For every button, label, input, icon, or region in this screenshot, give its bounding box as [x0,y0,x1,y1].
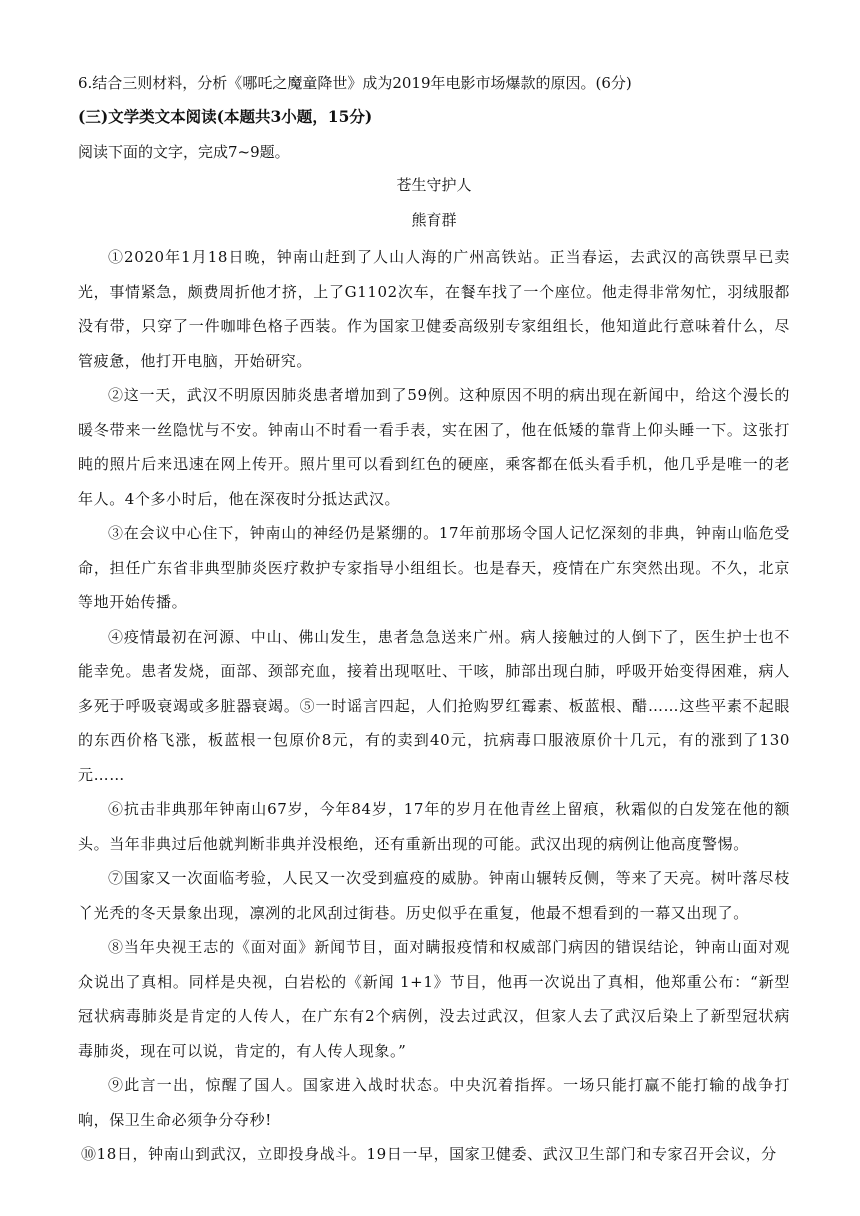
paragraph-4: ④疫情最初在河源、中山、佛山发生，患者急急送来广州。病人接触过的人倒下了，医生护士也不能幸免。患者发烧，面部、颈部充血，接着出现呕吐、干咳，肺部出现白肺，呼吸开始变得困难，病人多死于呼吸衰竭或多脏器衰竭。⑤一时谣言四起，人们抢购罗红霉素、板蓝根、醋……这些平素不起眼的东西价格飞涨，板蓝根一包原价8元，有的卖到40元，抗病毒口服液原价十几元，有的涨到了130元…… [78,627,790,784]
paragraph-9: ⑨此言一出，惊醒了国人。国家进入战时状态。中央沉着指挥。一场只能打赢不能打输的战争打响，保卫生命必须争分夺秒! [78,1076,790,1129]
paragraph-10: ⑩18日，钟南山到武汉，立即投身战斗。19日一早，国家卫健委、武汉卫生部门和专家召开会议，分 [81,1145,777,1163]
paragraph-6: ⑥抗击非典那年钟南山67岁，今年84岁，17年的岁月在他青丝上留痕，秋霜似的白发笼在他的额头。当年非典过后他就判断非典并没根绝，还有重新出现的可能。武汉出现的病例让他高度警惕。 [78,800,790,853]
paragraph-1: ①2020年1月18日晚，钟南山赶到了人山人海的广州高铁站。正当春运，去武汉的高铁票早已卖光，事情紧急，颇费周折他才挤，上了G1102次车，在餐车找了一个座位。他走得非常匆忙，羽绒服都没有带，只穿了一件咖啡色格子西装。作为国家卫健委高级别专家组组长，他知道此行意味着什么，尽管疲惫，他打开电脑，开始研究。 [78,248,790,370]
paragraph-8: ⑧当年央视王志的《面对面》新闻节目，面对瞒报疫情和权威部门病因的错误结论，钟南山面对观众说出了真相。同样是央视，白岩松的《新闻 1+1》节目，他再一次说出了真相，他郑重公布：“新型冠状病毒肺炎是肯定的人传人，在广东有2个病例，没去过武汉，但家人去了武汉后染上了新型冠状病毒肺炎，现在可以说，肯定的，有人传人现象。” [78,938,790,1060]
reading-instruction: 阅读下面的文字，完成7~9题。 [78,143,290,161]
article-body [78,240,790,1172]
paragraph-7: ⑦国家又一次面临考验，人民又一次受到瘟疫的威胁。钟南山辗转反侧，等来了天亮。树叶落尽枝丫光秃的冬天景象出现，凛冽的北风刮过街巷。历史似乎在重复，他最不想看到的一幕又出现了。 [78,869,790,922]
article-author: 熊育群 [411,211,457,229]
question-6: 6.结合三则材料，分析《哪吒之魔童降世》成为2019年电影市场爆款的原因。(6分) [78,74,632,92]
paragraph-2: ②这一天，武汉不明原因肺炎患者增加到了59例。这种原因不明的病出现在新闻中，给这个漫长的暖冬带来一丝隐忧与不安。钟南山不时看一看手表，实在困了，他在低矮的靠背上仰头睡一下。这张打盹的照片后来迅速在网上传开。照片里可以看到红色的硬座，乘客都在低头看手机，他几乎是唯一的老年人。4个多小时后，他在深夜时分抵达武汉。 [78,386,790,508]
paragraph-3: ③在会议中心住下，钟南山的神经仍是紧绷的。17年前那场令国人记忆深刻的非典，钟南山临危受命，担任广东省非典型肺炎医疗救护专家指导小组组长。也是春天，疫情在广东突然出现。不久，北京等地开始传播。 [78,524,790,611]
section-heading: (三)文学类文本阅读(本题共3小题，15分) [78,107,373,126]
article-title: 苍生守护人 [396,176,472,194]
